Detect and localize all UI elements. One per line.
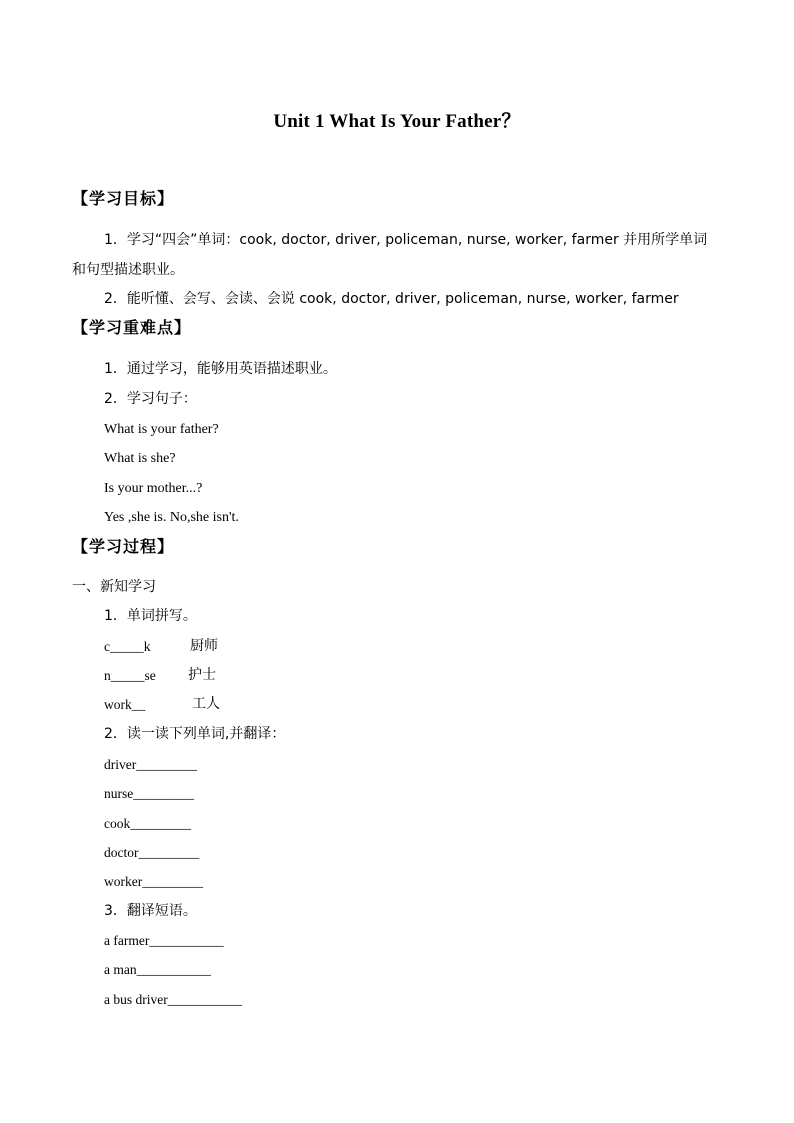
question-2: 2．读一读下列单词,并翻译：	[104, 726, 286, 742]
translate-word-4: doctor_________	[104, 845, 200, 860]
translate-word-5: worker_________	[104, 874, 203, 889]
spelling-word-2: n_____se	[104, 668, 156, 683]
page-title: Unit 1 What Is Your Father？	[273, 111, 521, 132]
key-points-item-2: 2．学习句子：	[104, 391, 197, 407]
spelling-word-3: work__	[104, 697, 146, 712]
phrase-2: a man___________	[104, 962, 211, 977]
spelling-meaning-1: 厨师	[190, 638, 218, 654]
process-part-1: 一、新知学习	[72, 579, 156, 595]
translate-word-1: driver_________	[104, 757, 197, 772]
phrase-1: a farmer___________	[104, 933, 224, 948]
phrase-3: a bus driver___________	[104, 992, 242, 1007]
sentence-2: What is she?	[104, 451, 176, 466]
spelling-meaning-3: 工人	[192, 696, 220, 712]
translate-word-2: nurse_________	[104, 786, 194, 801]
question-1: 1．单词拼写。	[104, 608, 197, 624]
goals-item-2: 2．能听懂、会写、会读、会说 cook, doctor, driver, policeman, nurse, worker, farmer	[104, 291, 679, 307]
goals-item-1-line-2: 和句型描述职业。	[72, 262, 184, 278]
key-points-item-1: 1．通过学习，能够用英语描述职业。	[104, 361, 337, 377]
question-3: 3．翻译短语。	[104, 903, 197, 919]
goals-item-1-line-1: 1．学习“四会”单词：cook, doctor, driver, policeman, nurse, worker, farmer 并用所学单词	[104, 232, 708, 248]
sentence-4: Yes ,she is. No,she isn't.	[104, 510, 239, 525]
translate-word-3: cook_________	[104, 816, 191, 831]
spelling-word-1: c_____k	[104, 639, 151, 654]
section-heading-key-points: 【学习重难点】	[72, 318, 192, 337]
sentence-1: What is your father?	[104, 422, 219, 437]
section-heading-goals: 【学习目标】	[72, 189, 175, 208]
section-heading-process: 【学习过程】	[72, 537, 175, 556]
sentence-3: Is your mother...?	[104, 481, 203, 496]
spelling-meaning-2: 护士	[188, 667, 216, 683]
